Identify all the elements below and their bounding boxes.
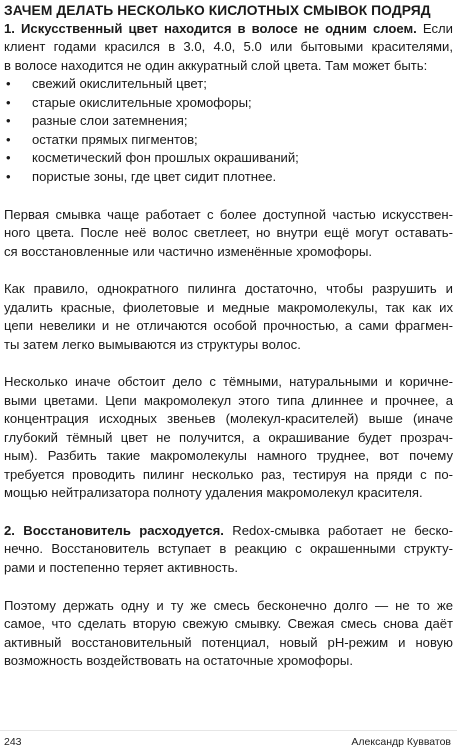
- bullet-marker: •: [6, 113, 11, 128]
- bullet-marker: •: [6, 150, 11, 165]
- section-1-text: Если: [416, 21, 453, 36]
- bullet-text: косметический фон прошлых окрашиваний;: [32, 150, 299, 165]
- bullet-text: остатки прямых пигментов;: [32, 132, 198, 147]
- paragraph-line: требуется проводить пилинг несколько раз, тестируя на пряди с по-: [4, 467, 453, 482]
- chapter-heading: ЗАЧЕМ ДЕЛАТЬ НЕСКОЛЬКО КИСЛОТНЫХ СМЫВОК ПОДРЯД: [4, 3, 431, 18]
- paragraph-line: цепи невелики и не отличаются особой прочностью, а сами фрагмен-: [4, 318, 453, 333]
- section-2-line: нечно. Восстановитель вступает в реакцию с окрашенными структу-: [4, 541, 453, 556]
- paragraph-line: ным). Разбить такие макромолекулы намного труднее, вот почему: [4, 448, 453, 463]
- section-2-title: 2. Восстановитель расходуется.: [4, 523, 224, 538]
- paragraph-line: ного цвета. После неё волос светлеет, но внутри ещё могут оставать-: [4, 225, 453, 240]
- page-number: 243: [4, 736, 22, 748]
- bullet-text: старые окислительные хромофоры;: [32, 95, 252, 110]
- section-1-line: в волосе находится не один аккуратный слой цвета. Там может быть:: [4, 58, 428, 73]
- bullet-text: разные слои затемнения;: [32, 113, 188, 128]
- paragraph-line: выми цветами. Цепи макромолекул этого типа длиннее и прочнее, а: [4, 393, 453, 408]
- bullet-text: свежий окислительный цвет;: [32, 76, 207, 91]
- author-name: Александр Кувватов: [351, 736, 451, 748]
- paragraph-line: самое, что сделать вторую свежую смывку. Свежая смесь снова даёт: [4, 616, 453, 631]
- paragraph-line: глубокий тёмный цвет не получится, а окрашивание будет прозрач-: [4, 430, 453, 445]
- paragraph-line: активный восстановительный потенциал, новый pH-режим и новую: [4, 635, 453, 650]
- paragraph-line: Первая смывка чаще работает с более доступной частью искусствен-: [4, 207, 453, 222]
- paragraph-line: ся восстановленные или частично изменённые хромофоры.: [4, 244, 373, 259]
- paragraph-line: Поэтому держать одну и ту же смесь бесконечно долго — не то же: [4, 598, 453, 613]
- section-2-line: рами и постепенно теряет активность.: [4, 560, 239, 575]
- footer-divider: [0, 730, 457, 731]
- paragraph-line: концентрация исходных звеньев (молекул-красителей) выше (иначе: [4, 411, 453, 426]
- bullet-marker: •: [6, 169, 11, 184]
- bullet-text: пористые зоны, где цвет сидит плотнее.: [32, 169, 277, 184]
- paragraph-line: Несколько иначе обстоит дело с тёмными, натуральными и коричне-: [4, 374, 453, 389]
- section-1-title: 1. Искусственный цвет находится в волосе не одним слоем.: [4, 21, 417, 36]
- paragraph-line: мощью нейтрализатора полноту удаления макромолекул красителя.: [4, 485, 423, 500]
- paragraph-line: возможность воздействовать на остаточные хромофоры.: [4, 653, 353, 668]
- section-1-line: клиент годами красился в 3.0, 4.0, 5.0 или бытовыми красителями,: [4, 39, 453, 54]
- bullet-marker: •: [6, 132, 11, 147]
- paragraph-line: удалить красные, фиолетовые и медные макромолекулы, так как их: [4, 300, 453, 315]
- bullet-marker: •: [6, 76, 11, 91]
- section-2-first-line: [4, 521, 453, 540]
- section-2-text: Redox-смывка работает не беско-: [223, 523, 453, 538]
- paragraph-line: Как правило, однократного пилинга достаточно, чтобы разрушить и: [4, 281, 453, 296]
- bullet-marker: •: [6, 95, 11, 110]
- paragraph-line: ты затем легко вымываются из структуры волос.: [4, 337, 301, 352]
- section-1-first-line: [4, 19, 453, 38]
